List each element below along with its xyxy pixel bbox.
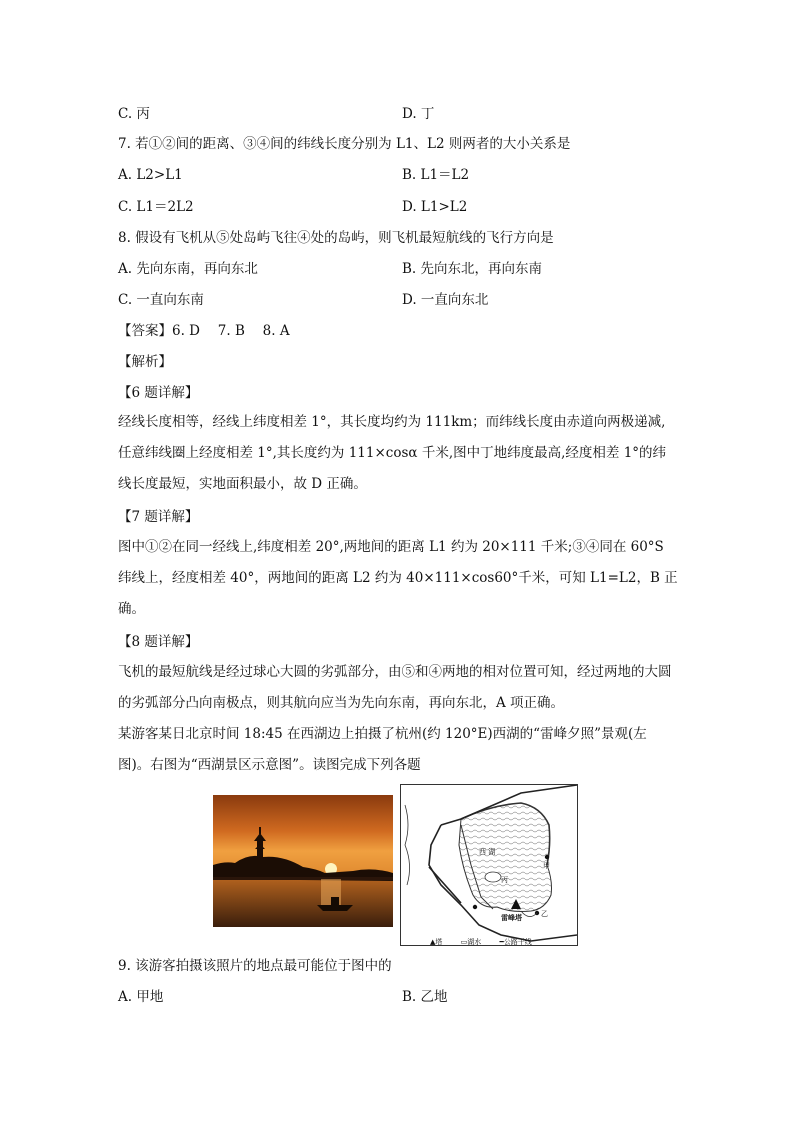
sunset-photo	[213, 795, 393, 927]
bing-island	[485, 872, 501, 882]
map-label-jia: 甲	[543, 862, 550, 870]
map-label-pagoda: 雷峰塔	[501, 913, 522, 922]
q7-option-c: C. L1＝2L2	[118, 199, 194, 215]
answer-line: 【答案】6. D 7. B 8. A	[118, 323, 290, 339]
boat-icon	[317, 905, 353, 911]
west-lake-map-drawing	[401, 785, 577, 945]
q7-option-a: A. L2>L1	[118, 167, 183, 183]
map-label-yi: 乙	[541, 910, 548, 918]
q8-detail-text: 飞机的最短航线是经过球心大圆的劣弧部分，由⑤和④两地的相对位置可知，经过两地的大圆的劣弧部分凸向南极点，则其航向应当为先向东南，再向东北，A 项正确。	[118, 664, 672, 711]
west-lake-map	[400, 784, 578, 946]
q6-detail-text: 经线长度相等，经线上纬度相差 1°，其长度均约为 111km；而纬线长度由赤道向两极递减,任意纬线圈上经度相差 1°,其长度约为 111×cosα 千米,图中丁地纬度最高,经度相差 1°的纬线长度最短，实地面积最小，故 D 正确。	[118, 414, 667, 492]
q6-option-c: C. 丙	[118, 106, 150, 122]
q6-detail-heading: 【6 题详解】	[118, 385, 199, 401]
analysis-heading: 【解析】	[118, 354, 172, 370]
q7-option-d: D. L1>L2	[402, 199, 468, 215]
bing-marker-dot	[473, 905, 477, 909]
q8-stem: 8. 假设有飞机从⑤处岛屿飞往④处的岛屿，则飞机最短航线的飞行方向是	[118, 230, 554, 246]
q8-option-c: C. 一直向东南	[118, 292, 204, 308]
legend-lake-label: 湖水	[467, 938, 482, 946]
map-legend	[430, 938, 548, 947]
q9-stem: 9. 该游客拍摄该照片的地点最可能位于图中的	[118, 958, 392, 974]
intro-text: 某游客某日北京时间 18:45 在西湖边上拍摄了杭州(约 120°E)西湖的“雷峰夕照”景观(左图)。右图为“西湖景区示意图”。读图完成下列各题	[118, 726, 647, 773]
q9-option-a: A. 甲地	[118, 989, 164, 1005]
sunset-photo-drawing	[213, 795, 393, 927]
legend-road-label: 公路干线	[503, 938, 532, 946]
legend-tower-label: 塔	[435, 938, 443, 946]
legend-tower: ▲塔	[430, 938, 443, 946]
q9-option-b: B. 乙地	[402, 989, 448, 1005]
pagoda-icon	[257, 839, 263, 861]
q6-option-d: D. 丁	[402, 106, 435, 122]
q7-stem: 7. 若①②间的距离、③④间的纬线长度分别为 L1、L2 则两者的大小关系是	[118, 136, 571, 152]
q8-option-a: A. 先向东南，再向东北	[118, 261, 258, 277]
map-label-bing: 丙	[501, 876, 508, 884]
legend-road: ━公路干线	[499, 938, 532, 946]
map-lake-label: 西 湖	[479, 848, 496, 856]
q7-detail-text: 图中①②在同一经线上,纬度相差 20°,两地间的距离 L1 约为 20×111 千米;③④同在 60°S 纬线上，经度相差 40°，两地间的距离 L2 约为 40×111×cos60°千米，可知 L1=L2，B 正确。	[118, 539, 678, 617]
q8-option-d: D. 一直向东北	[402, 292, 489, 308]
q8-option-b: B. 先向东北，再向东南	[402, 261, 543, 277]
jia-marker	[545, 855, 549, 859]
q7-option-b: B. L1＝L2	[402, 167, 470, 183]
q7-detail-heading: 【7 题详解】	[118, 509, 199, 525]
q8-detail-heading: 【8 题详解】	[118, 634, 199, 650]
legend-lake: ▭湖水	[460, 938, 482, 946]
